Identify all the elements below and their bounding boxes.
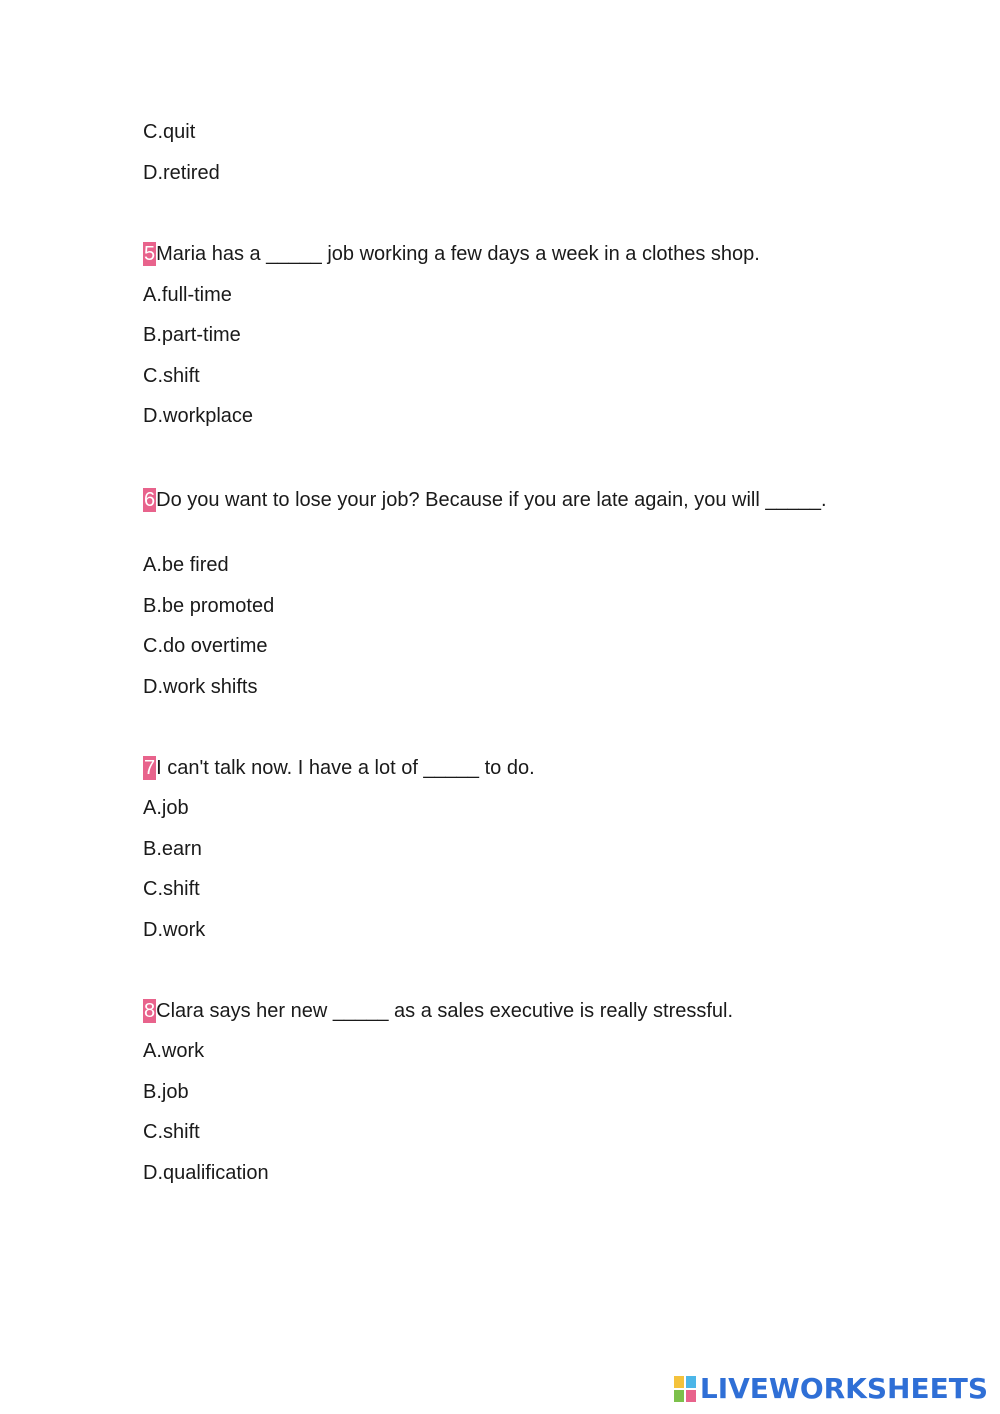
option-d[interactable]: D.qualification	[143, 1162, 269, 1184]
question-text: Clara says her new _____ as a sales executive is really stressful.	[156, 1000, 734, 1022]
liveworksheets-logo-icon	[674, 1376, 696, 1402]
question-5	[143, 242, 833, 266]
option-c[interactable]: C.do overtime	[143, 635, 268, 657]
option-d[interactable]: D.retired	[143, 162, 220, 184]
question-8	[143, 999, 833, 1023]
option-c[interactable]: C.shift	[143, 1121, 200, 1143]
brand-name: LIVEWORKSHEETS	[699, 1372, 988, 1405]
question-6	[143, 485, 833, 515]
option-b[interactable]: B.job	[143, 1081, 189, 1103]
option-a[interactable]: A.job	[143, 797, 189, 819]
question-number-badge: 8	[144, 1000, 156, 1022]
liveworksheets-logo	[674, 1374, 988, 1404]
option-a[interactable]: A.work	[143, 1040, 205, 1062]
question-text: I can't talk now. I have a lot of _____ to do.	[156, 757, 535, 779]
option-a[interactable]: A.full-time	[143, 284, 232, 306]
question-number-badge: 5	[144, 243, 156, 265]
question-7	[143, 756, 833, 780]
option-c[interactable]: C.shift	[143, 878, 200, 900]
option-d[interactable]: D.workplace	[143, 405, 254, 427]
option-d[interactable]: D.work	[143, 919, 206, 941]
question-number-badge: 6	[144, 489, 156, 511]
option-b[interactable]: B.part-time	[143, 324, 241, 346]
option-b[interactable]: B.be promoted	[143, 595, 275, 617]
question-text: Do you want to lose your job? Because if you are late again, you will _____.	[156, 489, 827, 511]
option-b[interactable]: B.earn	[143, 838, 202, 860]
question-text: Maria has a _____ job working a few days a week in a clothes shop.	[156, 243, 760, 265]
question-number-badge: 7	[144, 757, 156, 779]
option-c[interactable]: C.shift	[143, 365, 200, 387]
option-c[interactable]: C.quit	[143, 121, 196, 143]
option-d[interactable]: D.work shifts	[143, 676, 258, 698]
option-a[interactable]: A.be fired	[143, 554, 229, 576]
